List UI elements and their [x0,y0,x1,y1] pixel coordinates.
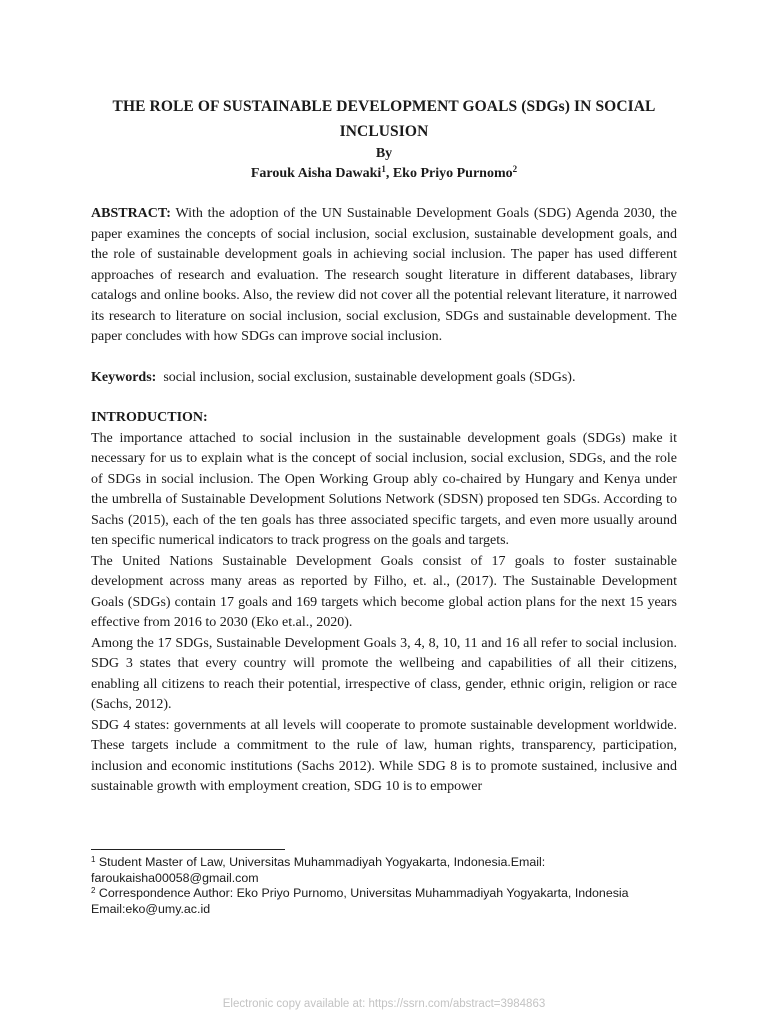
paper-title: THE ROLE OF SUSTAINABLE DEVELOPMENT GOALS (SDGs) IN SOCIAL INCLUSION [112,98,656,140]
author-name: Eko Priyo Purnomo [392,166,513,181]
footnote-mark: 2 [91,886,96,895]
author-footnote-mark[interactable]: 1 [381,164,386,174]
section-heading-introduction: INTRODUCTION: [91,410,208,425]
author-name: Farouk Aisha Dawaki [250,166,382,181]
author-separator: , [385,166,393,181]
intro-paragraph: SDG 4 states: governments at all levels will cooperate to promote sustainable development worldwide. These targets include a commitment to the rule of law, human rights, transparency, participation, inclusion and economic institutions (Sachs 2012). While SDG 8 is to promote sustained, inclusive and sustainable growth with employment creation, SDG 10 is to empower [91,717,677,794]
keywords [91,368,677,389]
intro-paragraph: The United Nations Sustainable Development Goals consist of 17 goals to foster sustainable development across many areas as reported by Filho, et. al., (2017). The Sustainable Development Goals (SDGs) contain 17 goals and 169 targets which become global action plans for the next 15 years effective from 2016 to 2030 (Eko et.al., 2020). [91,553,677,630]
footnote-2 [91,886,677,902]
footnote-text: Correspondence Author: Eko Priyo Purnomo, Universitas Muhammadiyah Yogyakarta, Indonesia [98,886,629,900]
abstract-label: ABSTRACT: [91,206,171,221]
keywords-label: Keywords: [91,369,157,385]
paper-body [91,94,677,798]
footnote-divider [91,849,285,850]
footnote-1-email [91,871,677,887]
footnote-1 [91,855,677,871]
footnote-email-link[interactable]: faroukaisha00058@gmail.com [91,870,259,885]
keywords-text: social inclusion, social exclusion, sustainable development goals (SDGs). [163,369,576,385]
abstract [91,204,677,348]
author-line [91,163,677,185]
footnotes [91,855,677,917]
footnote-email-link[interactable]: Email:eko@umy.ac.id [91,901,211,916]
footnote-2-email [91,902,677,918]
abstract-text: With the adoption of the UN Sustainable Development Goals (SDG) Agenda 2030, the paper examines the concepts of social inclusion, social exclusion, sustainable development goals, and the role of sustainable development goals in achieving social inclusion. The paper has used different approaches of research and evaluation. The research sought literature in different databases, library catalogs and online books. Also, the review did not cover all the potential relevant literature, it narrowed its research to literature on social inclusion, social exclusion, SDGs and sustainable development. The paper concludes with how SDGs can improve social inclusion. [91,206,678,344]
footnote-text: Student Master of Law, Universitas Muhammadiyah Yogyakarta, Indonesia.Email: [98,855,546,869]
intro-paragraph: Among the 17 SDGs, Sustainable Development Goals 3, 4, 8, 10, 11 and 16 all refer to social inclusion. SDG 3 states that every country will promote the wellbeing and capabilities of all their citizens, enabling all citizens to reach their potential, irrespective of class, gender, ethnic origin, religion or race (Sachs, 2012). [91,635,677,712]
by-line: By [375,146,393,161]
intro-paragraph: The importance attached to social inclusion in the sustainable development goals (SDGs) make it necessary for us to explain what is the concept of social inclusion, social exclusion, SDGs, and the role of SDGs in social inclusion. The Open Working Group ably co-chaired by Hungary and Kenya under the umbrella of Sustainable Development Solutions Network (SDSN) proposed ten SDGs. According to Sachs (2015), each of the ten goals has three associated specific targets, and even more usually around ten specific numerical indicators to track progress on the goals and targets. [91,430,677,548]
footnote-mark: 1 [91,855,96,864]
author-footnote-mark[interactable]: 2 [512,164,518,174]
ssrn-availability-notice[interactable]: Electronic copy available at: https://ssrn.com/abstract=3984863 [222,998,546,1010]
